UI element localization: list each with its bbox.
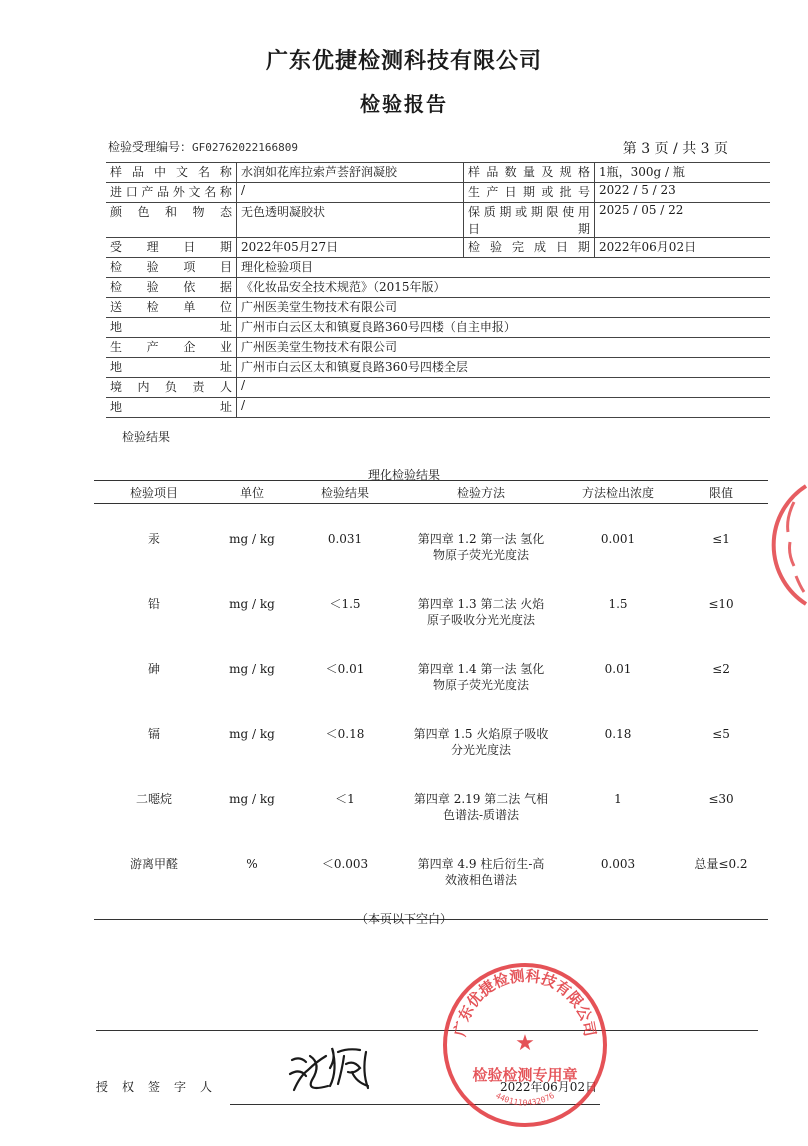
label-char: 址 xyxy=(219,320,232,334)
divider xyxy=(96,1030,758,1031)
results-section-label: 检验结果 xyxy=(122,430,171,444)
label-char: 品 xyxy=(131,165,144,179)
cell-item: 二噁烷 xyxy=(135,792,172,806)
info-label xyxy=(464,183,595,203)
cell-result: ＜1 xyxy=(335,792,355,806)
info-label xyxy=(106,258,237,278)
label-char: 口 xyxy=(125,185,138,199)
table-row xyxy=(94,529,768,594)
cell-method xyxy=(400,659,562,724)
info-label xyxy=(106,163,237,183)
label-char: 业 xyxy=(219,340,232,354)
label-char: 日 xyxy=(183,240,196,254)
info-label xyxy=(106,398,237,418)
label-char: 日 xyxy=(504,185,517,199)
label-char: 检 xyxy=(110,280,123,294)
label-char: 责 xyxy=(192,380,205,394)
label-char: 量 xyxy=(522,165,535,179)
method-line: 物原子荧光光度法 xyxy=(432,548,529,562)
info-value: 理化检验项目 xyxy=(241,260,314,274)
label-char: 或 xyxy=(515,205,528,219)
signatory-label: 授权签字人 xyxy=(96,1080,227,1094)
label-char: 日 xyxy=(468,222,481,236)
method-line: 第四章 2.19 第二法 气相 xyxy=(413,792,549,806)
acceptance-number xyxy=(108,138,298,158)
signature-date: 2022年06月02日 xyxy=(500,1080,598,1094)
label-char: 项 xyxy=(183,260,196,274)
label-char: 单 xyxy=(183,300,196,314)
column-header: 检验方法 xyxy=(456,485,505,500)
table-row xyxy=(94,789,768,854)
label-char: 色 xyxy=(137,205,150,219)
label-char: 受 xyxy=(110,240,123,254)
table-row xyxy=(94,659,768,724)
label-char: 验 xyxy=(489,240,502,254)
results-header-row xyxy=(94,481,768,504)
label-char: 企 xyxy=(183,340,196,354)
cell-lod: 0.001 xyxy=(600,532,636,546)
info-value: 广州市白云区太和镇夏良路360号四楼全层 xyxy=(241,360,468,374)
sample-info-table xyxy=(106,162,770,418)
cell-result: ＜0.003 xyxy=(321,857,369,871)
label-char: 检 xyxy=(110,260,123,274)
info-label xyxy=(464,203,595,238)
label-char: 保 xyxy=(468,205,481,219)
label-char: 样 xyxy=(468,165,481,179)
label-char: 期 xyxy=(219,240,232,254)
label-char: 检 xyxy=(146,300,159,314)
cell-result: ＜0.01 xyxy=(325,662,365,676)
meta-row xyxy=(108,138,728,158)
cell-item: 汞 xyxy=(147,532,160,546)
cell-unit: mg / kg xyxy=(229,662,275,676)
cell-unit: mg / kg xyxy=(229,597,275,611)
cell-item: 铅 xyxy=(147,597,160,611)
cell-limit: ≤5 xyxy=(712,727,730,741)
table-row xyxy=(94,594,768,659)
info-label xyxy=(106,358,237,378)
info-value: / xyxy=(241,183,246,197)
label-char: 和 xyxy=(164,205,177,219)
cell-item: 镉 xyxy=(147,727,160,741)
label-char: 称 xyxy=(219,165,232,179)
cell-method xyxy=(400,529,562,594)
cell-item: 砷 xyxy=(147,662,160,676)
label-char: 送 xyxy=(110,300,123,314)
svg-text:广东优捷检测科技有限公司: 广东优捷检测科技有限公司 xyxy=(450,966,600,1038)
cell-lod: 0.18 xyxy=(604,727,632,741)
info-row xyxy=(106,358,770,378)
info-row xyxy=(106,398,770,418)
label-char: 品 xyxy=(157,185,170,199)
cell-lod: 1.5 xyxy=(608,597,628,611)
label-char: 用 xyxy=(577,205,590,219)
info-value: 水润如花库拉索芦荟舒润凝胶 xyxy=(241,165,398,179)
info-row xyxy=(106,318,770,338)
label-char: 规 xyxy=(559,165,572,179)
info-row xyxy=(106,238,770,258)
label-char: 数 xyxy=(504,165,517,179)
cell-lod: 1 xyxy=(614,792,622,806)
label-char: 称 xyxy=(219,185,232,199)
method-line: 色谱法-质谱法 xyxy=(442,808,520,822)
label-char: 期 xyxy=(577,240,590,254)
info-value: / xyxy=(241,398,246,412)
info-label xyxy=(106,298,237,318)
label-char: 生 xyxy=(468,185,481,199)
label-char: 进 xyxy=(110,185,123,199)
cell-limit: ≤30 xyxy=(708,792,734,806)
cell-item: 游离甲醛 xyxy=(129,857,178,871)
info-row xyxy=(106,258,770,278)
info-label xyxy=(106,378,237,398)
page-info: 第 3 页 / 共 3 页 xyxy=(622,141,728,157)
info-label xyxy=(106,183,237,203)
label-char: 限 xyxy=(546,205,559,219)
label-char: 及 xyxy=(541,165,554,179)
label-char: 产 xyxy=(146,340,159,354)
cell-unit: mg / kg xyxy=(229,792,275,806)
method-line: 第四章 1.4 第一法 氢化 xyxy=(417,662,545,676)
info-value: 广州市白云区太和镇夏良路360号四楼（自主申报） xyxy=(241,320,516,334)
method-line: 第四章 1.2 第一法 氢化 xyxy=(417,532,545,546)
label-char: 检 xyxy=(468,240,481,254)
label-char: 依 xyxy=(183,280,196,294)
label-char: 负 xyxy=(164,380,177,394)
label-char: 使 xyxy=(562,205,575,219)
label-char: 地 xyxy=(110,360,123,374)
label-char: 文 xyxy=(175,165,188,179)
label-char: 号 xyxy=(577,185,590,199)
results-table-title: 理化检验结果 xyxy=(367,468,440,482)
info-label xyxy=(106,238,237,258)
method-line: 效液相色谱法 xyxy=(444,873,517,887)
label-char: 样 xyxy=(110,165,123,179)
method-line: 原子吸收分光光度法 xyxy=(426,613,535,627)
spacer-row xyxy=(94,504,768,530)
method-line: 物原子荧光光度法 xyxy=(432,678,529,692)
column-header: 检验结果 xyxy=(320,485,369,500)
info-label xyxy=(464,163,595,183)
label-char: 完 xyxy=(511,240,524,254)
info-row xyxy=(106,338,770,358)
label-char: 成 xyxy=(533,240,546,254)
info-value: 《化妆品安全技术规范》（2015年版） xyxy=(241,280,446,294)
cell-unit: % xyxy=(246,857,258,871)
info-label xyxy=(106,338,237,358)
cell-lod: 0.01 xyxy=(604,662,632,676)
label-char: 址 xyxy=(219,360,232,374)
info-value: 2022年05月27日 xyxy=(241,240,339,254)
cell-limit: ≤10 xyxy=(708,597,734,611)
label-char: 名 xyxy=(204,185,217,199)
label-char: 地 xyxy=(110,320,123,334)
label-char: 内 xyxy=(137,380,150,394)
column-header: 检验项目 xyxy=(129,485,178,500)
info-row xyxy=(106,203,770,238)
acceptance-value: GF02762022166809 xyxy=(192,141,298,154)
label-char: 物 xyxy=(192,205,205,219)
info-value: / xyxy=(241,378,246,392)
cell-limit: ≤2 xyxy=(712,662,730,676)
label-char: 期 xyxy=(522,185,535,199)
svg-text:★: ★ xyxy=(515,1031,535,1056)
info-label xyxy=(464,238,595,258)
cell-lod: 0.003 xyxy=(600,857,636,871)
label-char: 据 xyxy=(219,280,232,294)
info-value: 2025 / 05 / 22 xyxy=(599,203,684,217)
cell-method xyxy=(400,789,562,854)
info-row xyxy=(106,278,770,298)
results-table xyxy=(94,480,768,920)
label-char: 批 xyxy=(559,185,572,199)
label-char: 生 xyxy=(110,340,123,354)
label-char: 或 xyxy=(541,185,554,199)
label-char: 人 xyxy=(219,380,232,394)
label-char: 地 xyxy=(110,400,123,414)
info-label xyxy=(106,203,237,238)
column-header: 限值 xyxy=(708,485,733,500)
column-header: 单位 xyxy=(239,485,264,500)
acceptance-label: 检验受理编号： xyxy=(108,140,193,154)
label-char: 名 xyxy=(197,165,210,179)
cell-method xyxy=(400,594,562,659)
label-char: 日 xyxy=(555,240,568,254)
info-row xyxy=(106,163,770,183)
svg-text:4401110432076: 4401110432076 xyxy=(494,1090,556,1108)
label-char: 境 xyxy=(110,380,123,394)
label-char: 址 xyxy=(219,400,232,414)
cell-result: ＜1.5 xyxy=(329,597,361,611)
company-name: 广东优捷检测科技有限公司 xyxy=(265,49,542,74)
method-line: 第四章 1.3 第二法 火焰 xyxy=(417,597,545,611)
label-char: 格 xyxy=(577,165,590,179)
blank-note: （本页以下空白） xyxy=(355,912,452,926)
report-title: 检验报告 xyxy=(360,92,448,116)
label-char: 位 xyxy=(219,300,232,314)
info-row xyxy=(106,378,770,398)
partial-seal-edge xyxy=(760,480,808,610)
label-char: 态 xyxy=(219,205,232,219)
method-line: 分光光度法 xyxy=(450,743,511,757)
info-label xyxy=(106,278,237,298)
label-char: 产 xyxy=(486,185,499,199)
label-char: 验 xyxy=(146,260,159,274)
info-row xyxy=(106,183,770,203)
cell-unit: mg / kg xyxy=(229,727,275,741)
info-value: 无色透明凝胶状 xyxy=(241,205,326,219)
label-char: 期 xyxy=(499,205,512,219)
table-row xyxy=(94,724,768,789)
svg-text:检验检测专用章: 检验检测专用章 xyxy=(472,1066,578,1084)
label-char: 目 xyxy=(219,260,232,274)
label-char: 质 xyxy=(483,205,496,219)
info-value: 2022 / 5 / 23 xyxy=(599,183,676,197)
info-label xyxy=(106,318,237,338)
info-value: 广州医美堂生物技术有限公司 xyxy=(241,340,398,354)
info-value: 广州医美堂生物技术有限公司 xyxy=(241,300,398,314)
label-char: 文 xyxy=(188,185,201,199)
info-row xyxy=(106,298,770,318)
label-char: 理 xyxy=(146,240,159,254)
label-char: 品 xyxy=(486,165,499,179)
cell-result: ＜0.18 xyxy=(325,727,365,741)
method-line: 第四章 4.9 柱后衍生-高 xyxy=(417,857,545,871)
cell-result: 0.031 xyxy=(327,532,363,546)
cell-limit: 总量≤0.2 xyxy=(694,857,748,871)
handwritten-signature xyxy=(286,1038,386,1098)
official-seal xyxy=(440,960,610,1130)
cell-limit: ≤1 xyxy=(712,532,730,546)
label-char: 外 xyxy=(172,185,185,199)
label-char: 期 xyxy=(577,222,590,236)
method-line: 第四章 1.5 火焰原子吸收 xyxy=(413,727,549,741)
column-header: 方法检出浓度 xyxy=(581,485,654,500)
label-char: 中 xyxy=(153,165,166,179)
label-char: 产 xyxy=(141,185,154,199)
label-char: 验 xyxy=(146,280,159,294)
cell-method xyxy=(400,724,562,789)
cell-unit: mg / kg xyxy=(229,532,275,546)
label-char: 颜 xyxy=(110,205,123,219)
label-char: 期 xyxy=(530,205,543,219)
info-value: 1瓶，300g / 瓶 xyxy=(599,165,685,179)
info-value: 2022年06月02日 xyxy=(599,240,697,254)
